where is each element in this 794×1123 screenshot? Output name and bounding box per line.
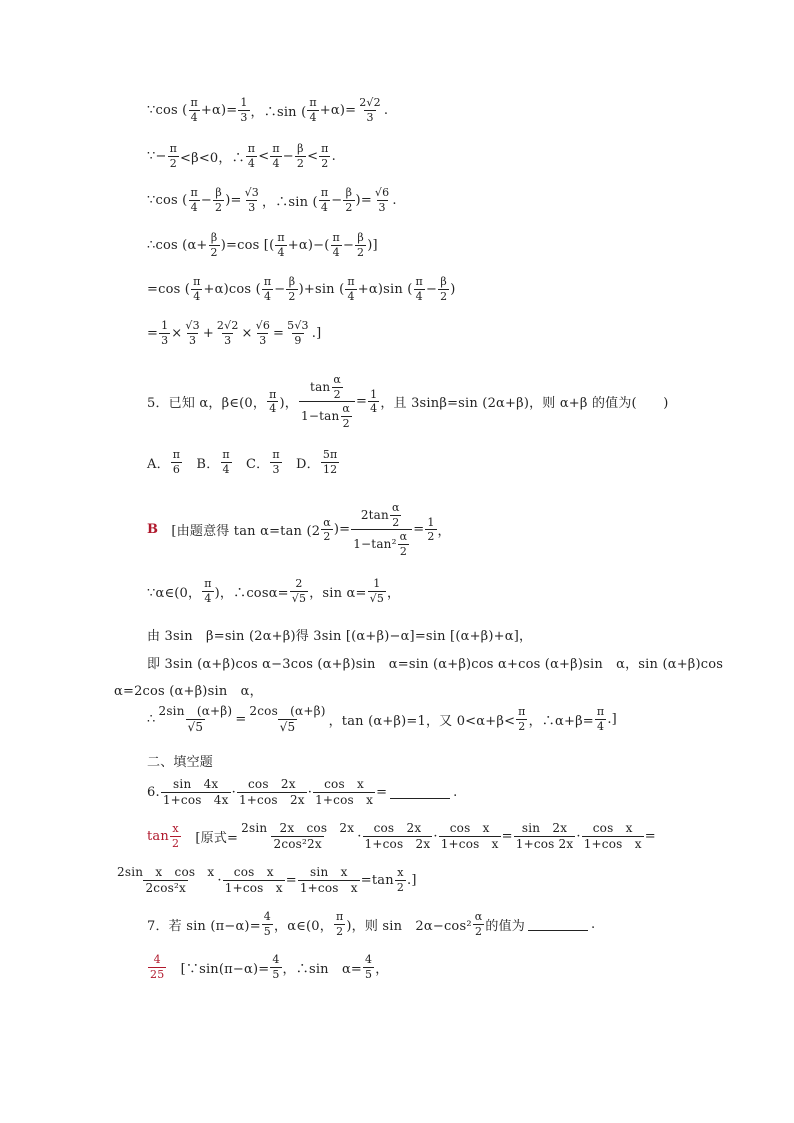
- answer-label: B: [147, 522, 159, 538]
- text: ，∴sin (: [262, 194, 318, 210]
- text: +α)sin (: [357, 281, 413, 297]
- fraction: $\frac{2}{√5}$: [291, 577, 307, 605]
- text: =: [376, 784, 388, 800]
- text: =: [147, 325, 159, 341]
- text: −: [331, 192, 343, 208]
- fraction: $\frac{√6}{3}$: [374, 186, 390, 214]
- answer-blank: [390, 786, 450, 799]
- fraction: π 4: [193, 275, 201, 303]
- fraction: $\frac{1}{√5}$: [369, 577, 385, 605]
- fraction: π 2: [335, 910, 344, 938]
- question-6: [147, 778, 458, 806]
- text: 5．已知 α，β∈(0，: [147, 396, 267, 412]
- fraction: $\frac{1}{2}$: [427, 515, 435, 544]
- fraction: $\frac{4}{5}$: [365, 953, 373, 981]
- text: ∵−: [147, 148, 167, 164]
- fraction: $\frac{5√3}{9}$: [287, 319, 309, 347]
- solution-5-line-4: [147, 653, 723, 672]
- text: .]: [607, 711, 617, 727]
- fraction: $\frac{2\cos (\alpha+\beta)}{√5}$: [249, 704, 326, 734]
- text: ∵α∈(0，: [147, 585, 202, 601]
- fraction: x 2: [396, 866, 405, 894]
- text: +: [202, 325, 214, 341]
- text: .: [331, 148, 336, 164]
- text: −: [282, 148, 294, 164]
- text: ，∴α+β=: [528, 713, 594, 729]
- text: )=: [333, 522, 351, 538]
- answer-label: tan: [147, 828, 169, 844]
- fraction: π 4: [263, 275, 272, 303]
- solution-6-line-2: [114, 866, 417, 894]
- text: −: [200, 192, 212, 208]
- text: ·: [357, 828, 362, 844]
- text: −: [425, 281, 438, 297]
- solution-5-line-6: [147, 705, 617, 733]
- text: ，∴sin α=: [282, 961, 363, 977]
- fraction: α 2: [474, 910, 483, 938]
- answer-fraction: 4 25: [150, 953, 165, 981]
- text: ，: [387, 585, 401, 601]
- fraction: $\frac{\text{cos x}}{\text{1+cos x}}$: [440, 821, 499, 851]
- section-heading: [147, 751, 213, 770]
- text: ，且 3sinβ=sin (2α+β)，则 α+β 的值为( ): [380, 396, 669, 412]
- fraction: $\frac{\beta}{2}$: [288, 275, 296, 303]
- compound-fraction: 2tan α 2 1−tan² α 2: [351, 502, 412, 557]
- text: ，∴sin (: [250, 104, 307, 120]
- fraction: $\frac{\beta}{2}$: [357, 231, 365, 259]
- fraction: $\frac{4}{5}$: [272, 953, 280, 981]
- fraction: $\frac{√3}{3}$: [244, 186, 259, 214]
- text: )=: [355, 192, 372, 208]
- fraction: $\frac{1}{3}$: [240, 96, 248, 124]
- question-7: [147, 911, 595, 937]
- option-b-value: π 4: [222, 448, 230, 476]
- text: +α)=: [200, 102, 238, 118]
- fraction: π 2: [518, 705, 526, 733]
- fraction: $\frac{\beta}{2}$: [215, 186, 223, 214]
- text: =: [501, 828, 513, 844]
- fraction: $\frac{\text{2sin 2x cos 2x}}{\text{2cos²2x}}$: [241, 821, 355, 851]
- option-c-value: π 3: [272, 448, 280, 476]
- fraction: $\frac{2\sin (\alpha+\beta)}{√5}$: [158, 704, 233, 734]
- fraction: π 4: [272, 142, 280, 170]
- text: .: [383, 102, 389, 118]
- text: ×: [241, 325, 253, 341]
- text: +α)cos (: [203, 281, 261, 297]
- text: +α)−(: [287, 237, 330, 253]
- fraction: π 4: [247, 142, 256, 170]
- option-c-label: C．: [232, 456, 270, 472]
- fraction: $\frac{1}{4}$: [370, 387, 378, 416]
- text: ·: [433, 828, 438, 844]
- fraction: $\frac{\beta}{2}$: [210, 231, 218, 259]
- solution-5-line-2: [147, 578, 400, 604]
- fraction: α 2: [323, 515, 331, 544]
- text: 由 3sin β=sin (2α+β)得 3sin [(α+β)−α]=sin [(α+β)+α]，: [147, 629, 533, 644]
- text: .: [453, 784, 458, 800]
- text: [∵sin(π−α)=: [167, 961, 270, 977]
- text: <: [258, 148, 270, 164]
- fraction: π 4: [320, 186, 329, 214]
- solution-5-line-5: [114, 680, 263, 699]
- text: =cos (: [147, 281, 191, 297]
- fraction: $\frac{\text{cos x}}{\text{1+cos x}}$: [583, 821, 642, 851]
- fraction: $\frac{\text{cos x}}{\text{1+cos x}}$: [315, 777, 374, 807]
- text: +α)=: [319, 102, 357, 118]
- fraction: $\frac{\text{sin x}}{\text{1+cos x}}$: [299, 865, 358, 895]
- text: <β<0，∴: [180, 150, 245, 166]
- fraction: π 4: [309, 96, 317, 124]
- text: ，α∈(0，: [274, 918, 333, 934]
- text: )，∴cosα=: [214, 585, 289, 601]
- question-5-options: [147, 449, 340, 475]
- text: )，则 sin 2α−cos²: [346, 918, 472, 934]
- fraction: $\frac{1}{3}$: [161, 319, 169, 347]
- solution-line-5: [147, 276, 456, 302]
- text: =: [273, 325, 285, 341]
- solution-7-line-1: [147, 954, 388, 980]
- text: ∴: [147, 711, 156, 727]
- section-title: 二、填空题: [147, 755, 214, 770]
- text: ，: [437, 524, 451, 540]
- fraction: $\frac{\beta}{2}$: [345, 186, 353, 214]
- solution-line-3: [147, 187, 397, 213]
- fraction: $\frac{\beta}{2}$: [440, 275, 448, 303]
- question-5: [147, 374, 669, 429]
- fraction: $\frac{√6}{3}$: [255, 319, 271, 347]
- text: =: [285, 872, 297, 888]
- fraction: $\frac{2√2}{3}$: [359, 96, 381, 124]
- fraction: cos 2x 1+cos 2x: [238, 777, 305, 807]
- fraction: π 4: [190, 96, 198, 124]
- text: 即 3sin (α+β)cos α−3cos (α+β)sin α=sin (α+β)cos α+cos (α+β)sin α，sin (α+β)cos: [147, 657, 724, 672]
- answer-blank: [528, 918, 588, 931]
- option-d-label: D．: [282, 456, 320, 472]
- text: α=2cos (α+β)sin α，: [114, 684, 263, 699]
- text: =: [235, 711, 247, 727]
- fraction: $\frac{2√2}{3}$: [216, 319, 239, 347]
- text: ): [450, 281, 456, 297]
- text: 的值为: [485, 918, 525, 934]
- text: )，: [279, 396, 298, 412]
- text: =tan: [360, 872, 394, 888]
- text: ·: [307, 784, 313, 800]
- text: ，sin α=: [309, 585, 367, 601]
- solution-line-2: [147, 143, 336, 169]
- fraction: $\frac{\text{cos x}}{\text{1+cos x}}$: [224, 865, 283, 895]
- text: .]: [311, 325, 322, 341]
- fraction: $\frac{\sin 2x}{1+\cos 2x}$: [515, 821, 574, 851]
- text: ∴cos (α+: [147, 237, 208, 253]
- text: ×: [171, 325, 183, 341]
- text: <: [307, 148, 319, 164]
- text: ，: [375, 961, 389, 977]
- fraction: sin 4x 1+cos 4x: [162, 777, 229, 807]
- fraction: π 4: [269, 387, 277, 416]
- text: ·: [217, 872, 222, 888]
- option-b-label: B．: [183, 456, 220, 472]
- fraction: 2sin x cos x 2cos²x: [117, 865, 215, 895]
- fraction: π 4: [415, 275, 423, 303]
- answer-fraction: x 2: [171, 822, 180, 850]
- fraction: cos 2x 1+cos 2x: [364, 821, 431, 851]
- fraction: π 4: [204, 577, 212, 605]
- text: ∵cos (: [147, 192, 188, 208]
- option-a-label: A．: [147, 456, 170, 472]
- solution-line-4: [147, 232, 378, 258]
- text: )]: [367, 237, 378, 253]
- text: )=cos [(: [220, 237, 275, 253]
- text: 6.: [147, 784, 160, 800]
- text: ·: [231, 784, 236, 800]
- option-d-value: 5π 12: [322, 448, 338, 476]
- fraction: π 4: [332, 231, 340, 259]
- solution-line-1: [147, 97, 388, 123]
- solution-line-6: [147, 320, 321, 346]
- solution-5-line-1: [147, 502, 451, 557]
- text: .: [590, 916, 596, 932]
- text: ·: [576, 828, 581, 844]
- text: ∵cos (: [147, 102, 188, 118]
- fraction: π 4: [190, 186, 198, 214]
- text: ，tan (α+β)=1，又 0<α+β<: [328, 713, 516, 729]
- text: .]: [407, 872, 417, 888]
- fraction: $\frac{√3}{3}$: [185, 319, 200, 347]
- text: =: [644, 828, 656, 844]
- solution-5-line-3: [147, 625, 532, 644]
- fraction: π 4: [347, 275, 355, 303]
- option-a-value: π 6: [172, 448, 181, 476]
- text: 7．若 sin (π−α)=: [147, 918, 261, 934]
- text: )+sin (: [298, 281, 345, 297]
- text: =: [413, 522, 425, 538]
- fraction: $\frac{\beta}{2}$: [296, 142, 305, 170]
- text: =: [356, 394, 368, 410]
- fraction: π 2: [321, 142, 329, 170]
- fraction: $\frac{\pi}{2}$: [169, 142, 178, 170]
- fraction: $\frac{4}{5}$: [263, 910, 271, 938]
- text: −: [342, 237, 355, 253]
- text: [原式=: [182, 830, 239, 846]
- fraction: $\frac{\pi}{4}$: [596, 705, 605, 733]
- text: .: [392, 192, 397, 208]
- text: [由题意得 tan α=tan (2: [158, 524, 321, 540]
- solution-6-line-1: [147, 822, 656, 850]
- text: −: [274, 281, 286, 297]
- fraction: π 4: [277, 231, 285, 259]
- text: )=: [225, 192, 242, 208]
- compound-fraction: tan α 2 1−tan α 2: [299, 374, 355, 429]
